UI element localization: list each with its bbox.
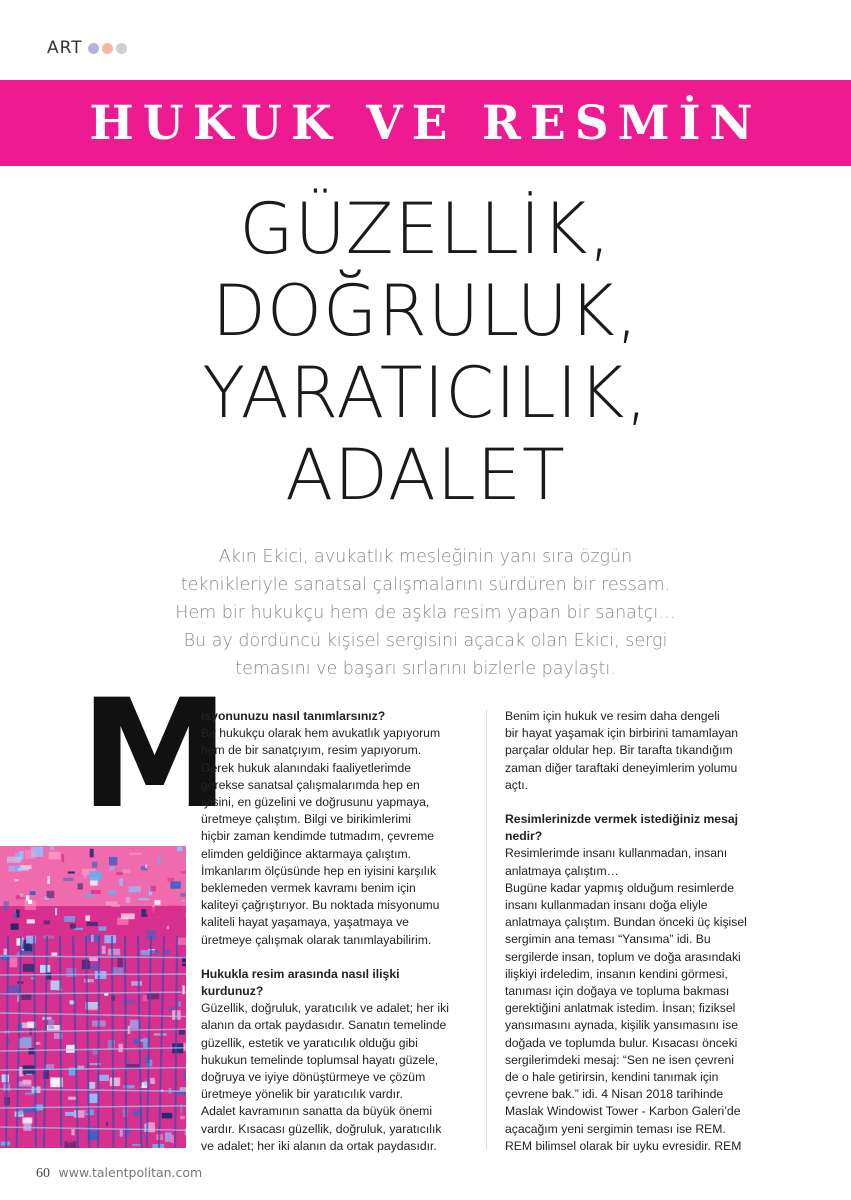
intro-line: Akın Ekici, avukatlık mesleğinin yanı sıra özgün — [218, 547, 633, 567]
body-line: yansımasını aynada, kişilik yansımasını ise — [505, 1018, 739, 1033]
body-line: ve adalet; her iki alanın da ortak paydasıdır. — [201, 1138, 437, 1153]
section-label-text: ART — [47, 38, 83, 58]
body-line: de o hale getirirsin, kendini tanımak için — [505, 1070, 719, 1085]
body-line: İmkanlarım ölçüsünde hep en iyisini karşılık — [201, 863, 437, 878]
headline-line: ADALET — [285, 434, 566, 516]
body-line: bir hayat yaşamak için birbirini tamamlayan — [505, 726, 739, 741]
article-column-1 — [201, 708, 481, 1155]
headline-line: YARATICILIK, — [202, 352, 649, 434]
painting-image — [0, 846, 186, 1148]
headline-line: GÜZELLİK, — [239, 188, 612, 270]
body-line: parçalar oldular hep. Bir tarafta tıkandığım — [505, 743, 733, 758]
body-line: açtı. — [505, 777, 529, 792]
body-line: kaliteli hayat yaşamaya, yaşatmaya ve — [201, 915, 409, 930]
body-line: doğada ve toplumda bulur. Kısacası önceki — [505, 1035, 738, 1050]
body-line: Güzellik, doğruluk, yaratıcılık ve adalet; her iki — [201, 1001, 449, 1016]
title-banner — [0, 80, 851, 166]
intro-paragraph — [80, 543, 771, 683]
question-line: isyonunuzu nasıl tanımlarsınız? — [201, 709, 386, 723]
column-divider — [486, 710, 487, 1150]
question-line: kurdunuz? — [201, 984, 264, 999]
headline — [0, 188, 851, 516]
body-line: hem de bir sanatçıyım, resim yapıyorum. — [201, 743, 422, 758]
decorative-dot-icon — [102, 43, 113, 54]
body-line: anlatmaya çalıştım… — [505, 863, 619, 878]
question-line: nedir? — [505, 829, 543, 844]
article-column-2 — [505, 708, 805, 1155]
body-line: Bugüne kadar yapmış olduğum resimlerde — [505, 880, 734, 895]
paragraph-gap — [201, 949, 481, 966]
body-line: üretmeye çalıştım. Bilgi ve birikimlerimi — [201, 812, 411, 827]
drop-cap: M — [80, 668, 230, 842]
decorative-dot-icon — [88, 43, 99, 54]
paragraph-gap — [505, 794, 805, 811]
page-number: 60 — [36, 1166, 50, 1181]
painting-artwork — [0, 846, 186, 1148]
body-line: beklemeden vermek kavramı benim için — [201, 881, 416, 896]
body-line: üretmeye yönelik bir yaratıcılık vardır. — [201, 1087, 403, 1102]
intro-line: Hem bir hukukçu hem de aşkla resim yapan bir sanatçı… — [175, 603, 676, 623]
page-footer — [36, 1165, 202, 1182]
decorative-dot-icon — [116, 43, 127, 54]
body-line: insanı kullanmadan insanı doğa eliyle — [505, 898, 708, 913]
body-line: REM bilimsel olarak bir uyku evresidir. REM — [505, 1138, 742, 1153]
body-line: gerektiğini anlatmak istedim. İnsan; fiziksel — [505, 1001, 736, 1016]
body-line: doğruya ve iyiye dönüştürmeye ve çözüm — [201, 1070, 426, 1085]
section-label — [47, 38, 127, 58]
body-line: anlatmaya çalıştım. Bundan önceki üç kişisel — [505, 915, 747, 930]
body-line: Gerek hukuk alanındaki faaliyetlerimde — [201, 760, 412, 775]
body-line: Maslak Windowist Tower - Karbon Galeri’de — [505, 1104, 741, 1119]
intro-line: temasını ve başarı sırlarını bizlerle paylaştı. — [235, 659, 616, 679]
body-line: iyisini, en güzelini ve doğrusunu yapmaya, — [201, 795, 430, 810]
headline-line: DOĞRULUK, — [211, 270, 640, 352]
footer-url: www.talentpolitan.com — [58, 1165, 203, 1180]
body-line: vardır. Kısacası güzellik, doğruluk, yaratıcılık — [201, 1121, 442, 1136]
body-line: tanıması için doğaya ve topluma bakması — [505, 984, 730, 999]
body-line: sergimin ana teması “Yansıma” idi. Bu — [505, 932, 711, 947]
body-line: üretmeye çalışmak olarak tanımlayabilirim. — [201, 932, 432, 947]
intro-line: teknikleriyle sanatsal çalışmalarını sürdüren bir ressam. — [180, 575, 671, 595]
body-line: alanın da ortak paydasıdır. Sanatın temelinde — [201, 1018, 447, 1033]
body-line: zaman diğer taraftaki deneyimlerim yolumu — [505, 760, 738, 775]
question-line: Resimlerinizde vermek istediğiniz mesaj — [505, 812, 739, 827]
section-dots — [88, 43, 127, 54]
body-line: Bir hukukçu olarak hem avukatlık yapıyorum — [201, 726, 441, 741]
body-line: kaliteyi çağrıştırıyor. Bu noktada misyonumu — [201, 898, 440, 913]
body-line: sergilerimdeki mesaj: “Sen ne isen çevreni — [505, 1052, 734, 1067]
body-line: gerekse sanatsal çalışmalarımda hep en — [201, 777, 420, 792]
body-line: ilişkiyi irdeledim, insanın kendini görmesi, — [505, 966, 728, 981]
body-line: Benim için hukuk ve resim daha dengeli — [505, 709, 720, 723]
body-line: hiçbir zaman kendimde tutmadım, çevreme — [201, 829, 435, 844]
body-line: çevrene bak.” idi. 4 Nisan 2018 tarihinde — [505, 1087, 724, 1102]
body-line: hukukun temelinde toplumsal hayatı güzele, — [201, 1052, 439, 1067]
body-line: Adalet kavramının sanatta da büyük önemi — [201, 1104, 433, 1119]
body-line: güzellik, estetik ve yaratıcılık olduğu gibi — [201, 1035, 418, 1050]
question-line: Hukukla resim arasında nasıl ilişki — [201, 966, 400, 981]
body-line: sergilerde insan, toplum ve doğa arasındaki — [505, 949, 741, 964]
body-line: açacağım yeni sergimin teması ise REM. — [505, 1121, 726, 1136]
body-line: Resimlerimde insanı kullanmadan, insanı — [505, 846, 728, 861]
intro-line: Bu ay dördüncü kişisel sergisini açacak olan Ekici, sergi — [183, 631, 668, 651]
banner-title: HUKUK VE RESMİN — [89, 95, 762, 151]
body-line: elimden geldiğince aktarmaya çalıştım. — [201, 846, 411, 861]
